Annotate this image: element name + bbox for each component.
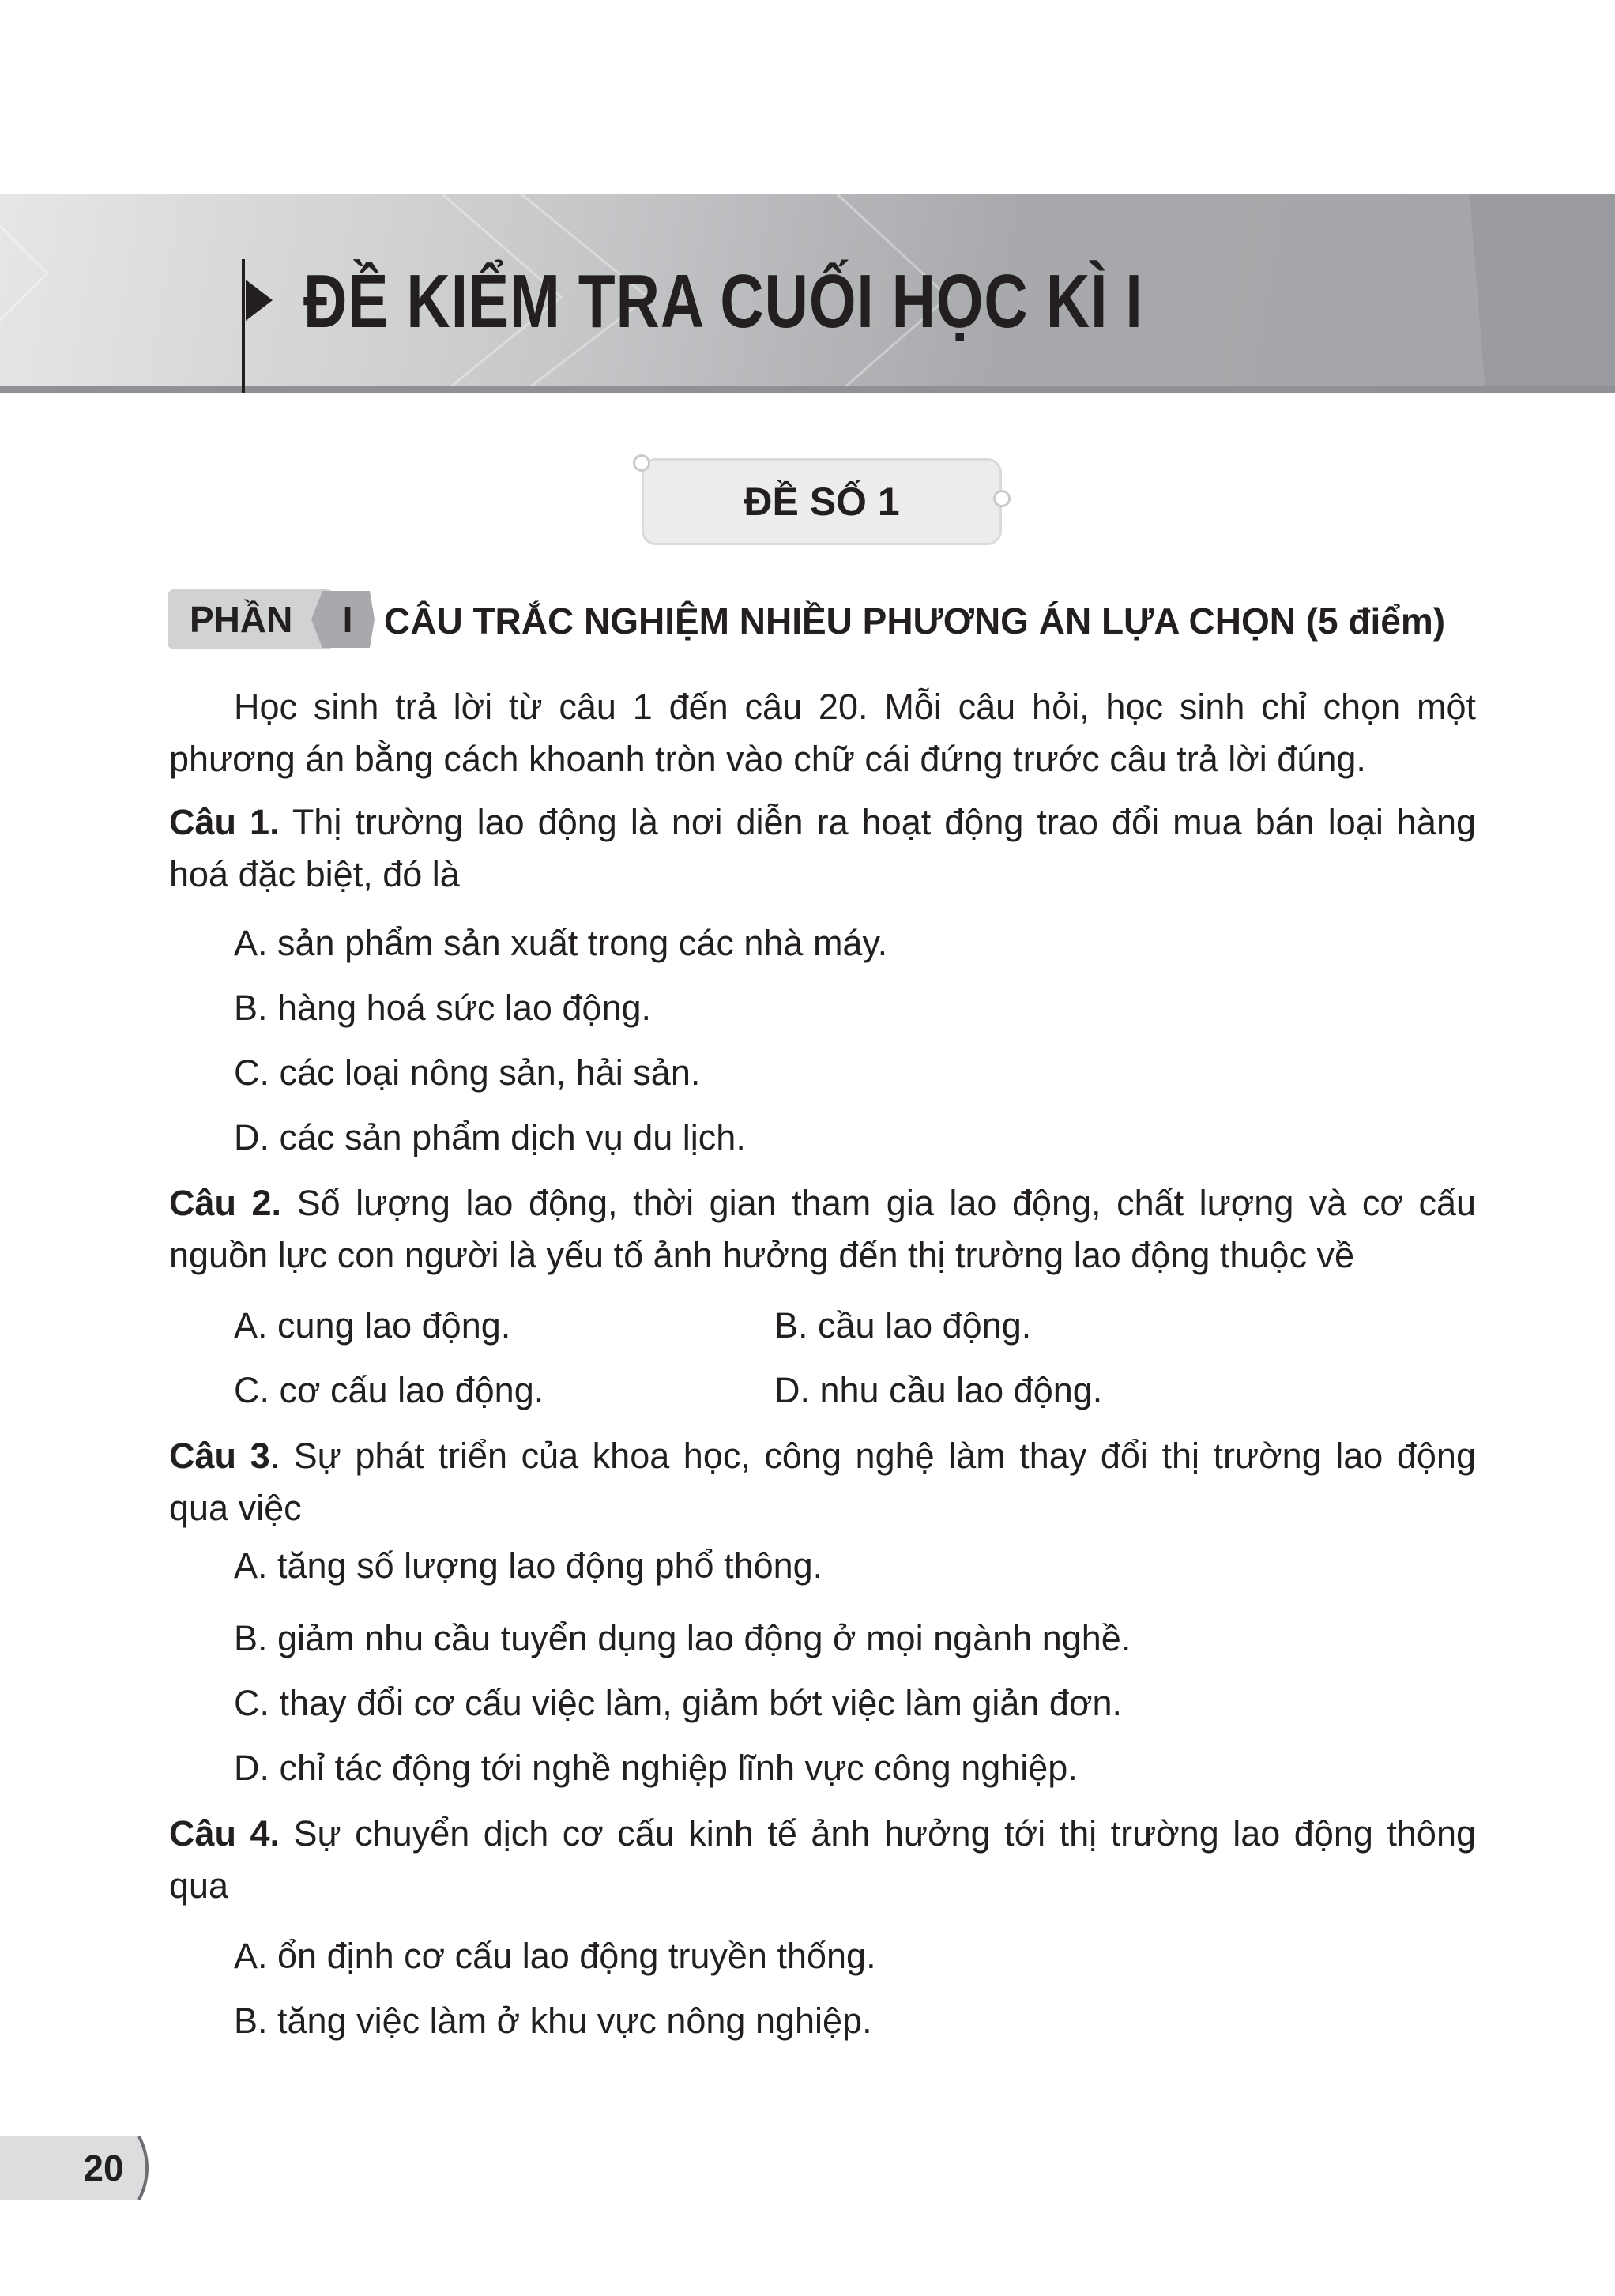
page-number: 20 bbox=[83, 2147, 124, 2189]
question-3 bbox=[169, 1430, 1476, 1534]
question-label: Câu 4. bbox=[169, 1813, 280, 1854]
question-text: Thị trường lao động là nơi diễn ra hoạt động trao đổi mua bán loại hàng hoá đặc biệt, đó là bbox=[169, 802, 1477, 894]
chapter-title: ĐỀ KIỂM TRA CUỐI HỌC KÌ I bbox=[303, 259, 1143, 344]
option-1d: D. các sản phẩm dịch vụ du lịch. bbox=[234, 1117, 746, 1157]
part-title: CÂU TRẮC NGHIỆM NHIỀU PHƯƠNG ÁN LỰA CHỌN (5 điểm) bbox=[384, 600, 1446, 642]
option-4b: B. tăng việc làm ở khu vực nông nghiệp. bbox=[234, 2001, 872, 2041]
option-3b: B. giảm nhu cầu tuyển dụng lao động ở mọi ngành nghề. bbox=[234, 1618, 1131, 1658]
option-2b: B. cầu lao động. bbox=[774, 1305, 1032, 1346]
option-1a: A. sản phẩm sản xuất trong các nhà máy. bbox=[234, 923, 888, 963]
question-4 bbox=[169, 1808, 1476, 1912]
option-2a: A. cung lao động. bbox=[234, 1305, 511, 1346]
question-label: Câu 2. bbox=[169, 1183, 282, 1223]
option-1c: C. các loại nông sản, hải sản. bbox=[234, 1052, 701, 1093]
question-label: Câu 3 bbox=[169, 1436, 270, 1476]
question-text: Sự chuyển dịch cơ cấu kinh tế ảnh hưởng tới thị trường lao động thông qua bbox=[169, 1813, 1476, 1906]
play-arrow-icon bbox=[246, 280, 273, 321]
option-2d: D. nhu cầu lao động. bbox=[774, 1370, 1103, 1410]
option-3a: A. tăng số lượng lao động phổ thông. bbox=[234, 1545, 823, 1586]
option-4a: A. ổn định cơ cấu lao động truyền thống. bbox=[234, 1936, 876, 1976]
instructions-paragraph: Học sinh trả lời từ câu 1 đến câu 20. Mỗi câu hỏi, học sinh chỉ chọn một phương án bằng cách khoanh tròn vào chữ cái đứng trước câu trả lời đúng. bbox=[169, 687, 1476, 779]
banner-divider bbox=[242, 259, 245, 393]
option-1b: B. hàng hoá sức lao động. bbox=[234, 988, 652, 1028]
option-3d: D. chỉ tác động tới nghề nghiệp lĩnh vực công nghiệp. bbox=[234, 1748, 1078, 1788]
exam-number-label: ĐỀ SỐ 1 bbox=[744, 480, 900, 524]
question-text: Số lượng lao động, thời gian tham gia lao động, chất lượng và cơ cấu nguồn lực con người là yếu tố ảnh hưởng đến thị trường lao động thuộc về bbox=[169, 1183, 1477, 1275]
part-prefix: PHẦN bbox=[190, 599, 293, 640]
question-text: . Sự phát triển của khoa học, công nghệ làm thay đổi thị trường lao động qua việc bbox=[169, 1436, 1476, 1528]
question-label: Câu 1. bbox=[169, 802, 280, 842]
question-1 bbox=[169, 796, 1476, 901]
option-2c: C. cơ cấu lao động. bbox=[234, 1370, 544, 1410]
option-3c: C. thay đổi cơ cấu việc làm, giảm bớt việc làm giản đơn. bbox=[234, 1683, 1122, 1723]
exam-number-badge bbox=[642, 458, 1002, 545]
part-number: I bbox=[342, 599, 353, 640]
question-2 bbox=[169, 1177, 1476, 1282]
